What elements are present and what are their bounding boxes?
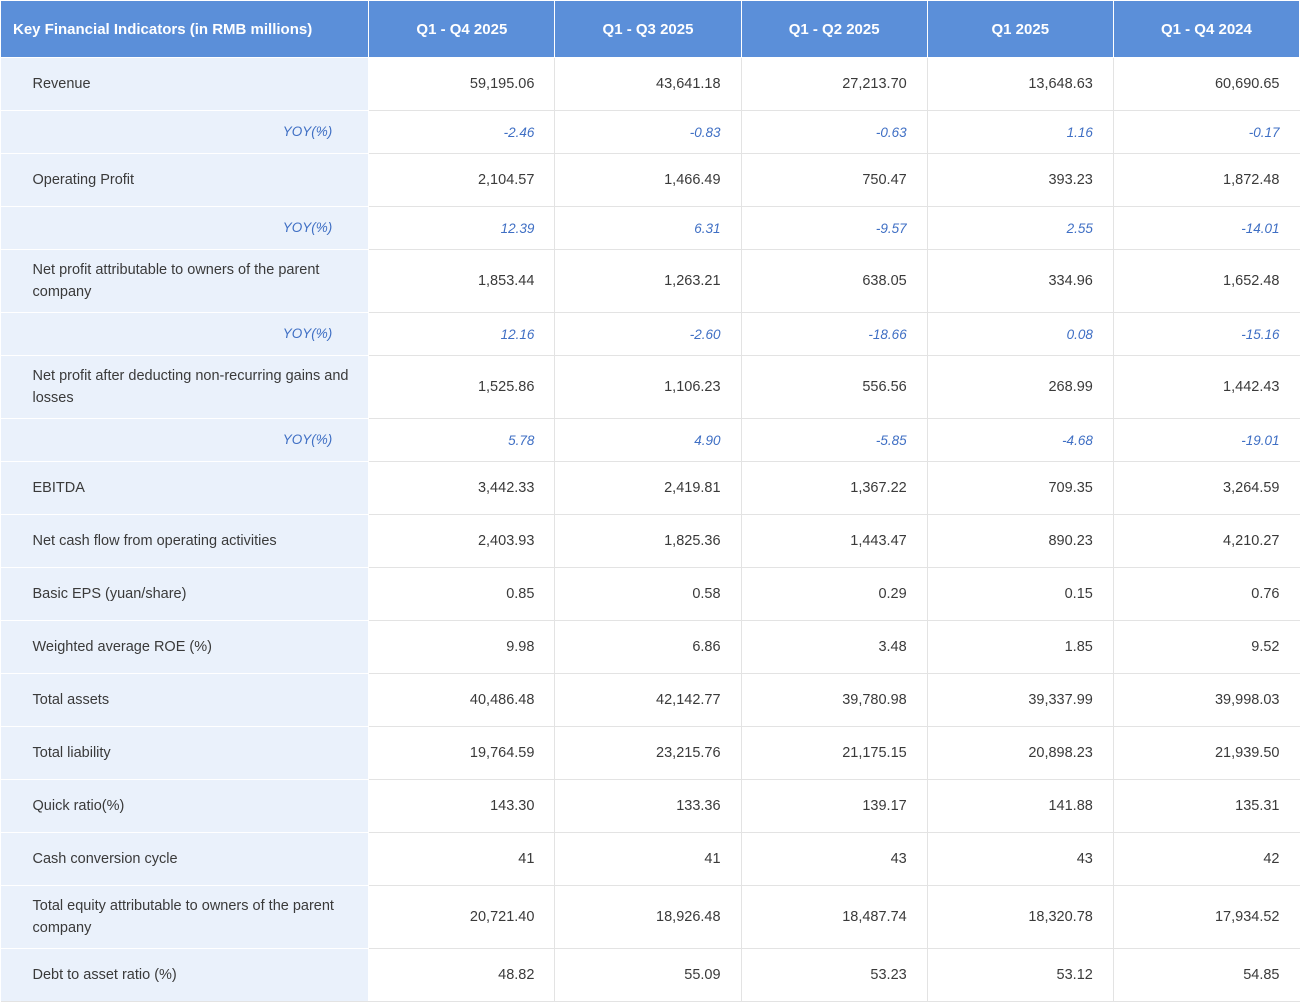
- row-yoy-label: YOY(%): [1, 207, 369, 250]
- table-cell-value: 54.85: [1113, 949, 1299, 1002]
- table-cell-value: 0.15: [927, 568, 1113, 621]
- table-cell-value: 1,525.86: [369, 356, 555, 419]
- table-cell-value: 41: [555, 833, 741, 886]
- table-cell-value: 9.98: [369, 621, 555, 674]
- table-cell-value: 143.30: [369, 780, 555, 833]
- table-cell-value: 21,939.50: [1113, 727, 1299, 780]
- row-indicator-label: Revenue: [1, 58, 369, 111]
- table-cell-value: 27,213.70: [741, 58, 927, 111]
- row-indicator-label: Cash conversion cycle: [1, 833, 369, 886]
- table-cell-value: -14.01: [1113, 207, 1299, 250]
- table-row: [1, 313, 1300, 356]
- table-cell-value: 1,872.48: [1113, 154, 1299, 207]
- table-cell-value: 39,337.99: [927, 674, 1113, 727]
- table-cell-value: 43: [927, 833, 1113, 886]
- row-indicator-label: Total liability: [1, 727, 369, 780]
- table-cell-value: 20,721.40: [369, 886, 555, 949]
- table-body: [1, 58, 1300, 1002]
- table-row: [1, 515, 1300, 568]
- table-cell-value: 42: [1113, 833, 1299, 886]
- table-cell-value: 133.36: [555, 780, 741, 833]
- table-cell-value: 334.96: [927, 250, 1113, 313]
- table-cell-value: 1,825.36: [555, 515, 741, 568]
- table-cell-value: 135.31: [1113, 780, 1299, 833]
- table-cell-value: 4.90: [555, 419, 741, 462]
- table-cell-value: 0.58: [555, 568, 741, 621]
- table-cell-value: 12.16: [369, 313, 555, 356]
- row-indicator-label: Basic EPS (yuan/share): [1, 568, 369, 621]
- table-cell-value: -5.85: [741, 419, 927, 462]
- table-cell-value: 1.85: [927, 621, 1113, 674]
- table-cell-value: -2.60: [555, 313, 741, 356]
- table-cell-value: 18,926.48: [555, 886, 741, 949]
- table-row: [1, 727, 1300, 780]
- table-cell-value: 20,898.23: [927, 727, 1113, 780]
- table-cell-value: 6.86: [555, 621, 741, 674]
- table-cell-value: 53.12: [927, 949, 1113, 1002]
- table-row: [1, 621, 1300, 674]
- table-cell-value: 141.88: [927, 780, 1113, 833]
- table-cell-value: 18,487.74: [741, 886, 927, 949]
- row-indicator-label: Net cash flow from operating activities: [1, 515, 369, 568]
- table-cell-value: 3,264.59: [1113, 462, 1299, 515]
- table-cell-value: 5.78: [369, 419, 555, 462]
- table-row: [1, 462, 1300, 515]
- table-cell-value: 0.85: [369, 568, 555, 621]
- table-cell-value: -0.17: [1113, 111, 1299, 154]
- table-row: [1, 886, 1300, 949]
- table-cell-value: 39,998.03: [1113, 674, 1299, 727]
- table-row: [1, 111, 1300, 154]
- table-cell-value: 19,764.59: [369, 727, 555, 780]
- table-header: [1, 1, 1300, 58]
- table-cell-value: -2.46: [369, 111, 555, 154]
- header-period-q1-q4-2025: Q1 - Q4 2025: [369, 1, 555, 58]
- table-cell-value: 709.35: [927, 462, 1113, 515]
- table-cell-value: 23,215.76: [555, 727, 741, 780]
- table-cell-value: 39,780.98: [741, 674, 927, 727]
- table-cell-value: 139.17: [741, 780, 927, 833]
- table-cell-value: 1.16: [927, 111, 1113, 154]
- table-cell-value: 268.99: [927, 356, 1113, 419]
- table-cell-value: 1,367.22: [741, 462, 927, 515]
- table-row: [1, 207, 1300, 250]
- table-row: [1, 58, 1300, 111]
- table-row: [1, 568, 1300, 621]
- row-yoy-label: YOY(%): [1, 313, 369, 356]
- table-cell-value: 53.23: [741, 949, 927, 1002]
- table-cell-value: -0.63: [741, 111, 927, 154]
- row-indicator-label: Total assets: [1, 674, 369, 727]
- table-cell-value: 2,403.93: [369, 515, 555, 568]
- row-indicator-label: Weighted average ROE (%): [1, 621, 369, 674]
- table-cell-value: 1,466.49: [555, 154, 741, 207]
- row-yoy-label: YOY(%): [1, 111, 369, 154]
- table-cell-value: 1,106.23: [555, 356, 741, 419]
- row-indicator-label: Net profit attributable to owners of the parent company: [1, 250, 369, 313]
- header-period-q1-q4-2024: Q1 - Q4 2024: [1113, 1, 1299, 58]
- table-cell-value: 1,443.47: [741, 515, 927, 568]
- table-cell-value: -15.16: [1113, 313, 1299, 356]
- header-period-q1-q2-2025: Q1 - Q2 2025: [741, 1, 927, 58]
- table-cell-value: 48.82: [369, 949, 555, 1002]
- table-row: [1, 674, 1300, 727]
- table-cell-value: 0.29: [741, 568, 927, 621]
- table-cell-value: 0.76: [1113, 568, 1299, 621]
- table-row: [1, 780, 1300, 833]
- table-cell-value: 43,641.18: [555, 58, 741, 111]
- table-row: [1, 356, 1300, 419]
- table-row: [1, 949, 1300, 1002]
- table-cell-value: 393.23: [927, 154, 1113, 207]
- table-row: [1, 419, 1300, 462]
- table-cell-value: 13,648.63: [927, 58, 1113, 111]
- row-indicator-label: Total equity attributable to owners of the parent company: [1, 886, 369, 949]
- table-cell-value: 556.56: [741, 356, 927, 419]
- table-cell-value: 42,142.77: [555, 674, 741, 727]
- table-cell-value: 2,419.81: [555, 462, 741, 515]
- table-cell-value: 18,320.78: [927, 886, 1113, 949]
- table-cell-value: 1,263.21: [555, 250, 741, 313]
- header-period-q1-2025: Q1 2025: [927, 1, 1113, 58]
- table-cell-value: 40,486.48: [369, 674, 555, 727]
- table-cell-value: 1,652.48: [1113, 250, 1299, 313]
- table-cell-value: -18.66: [741, 313, 927, 356]
- table-cell-value: 9.52: [1113, 621, 1299, 674]
- header-indicator-label: Key Financial Indicators (in RMB millions): [1, 1, 369, 58]
- table-cell-value: 638.05: [741, 250, 927, 313]
- header-row: [1, 1, 1300, 58]
- table-cell-value: 890.23: [927, 515, 1113, 568]
- table-cell-value: 12.39: [369, 207, 555, 250]
- row-indicator-label: Net profit after deducting non-recurring gains and losses: [1, 356, 369, 419]
- table-cell-value: 3.48: [741, 621, 927, 674]
- table-cell-value: 41: [369, 833, 555, 886]
- table-cell-value: 1,442.43: [1113, 356, 1299, 419]
- table-row: [1, 250, 1300, 313]
- table-cell-value: 750.47: [741, 154, 927, 207]
- table-cell-value: -0.83: [555, 111, 741, 154]
- table-cell-value: 55.09: [555, 949, 741, 1002]
- table-cell-value: -4.68: [927, 419, 1113, 462]
- row-indicator-label: Debt to asset ratio (%): [1, 949, 369, 1002]
- table-cell-value: -9.57: [741, 207, 927, 250]
- table-cell-value: 1,853.44: [369, 250, 555, 313]
- table-cell-value: 0.08: [927, 313, 1113, 356]
- row-indicator-label: EBITDA: [1, 462, 369, 515]
- table-cell-value: 59,195.06: [369, 58, 555, 111]
- row-indicator-label: Quick ratio(%): [1, 780, 369, 833]
- table-cell-value: 21,175.15: [741, 727, 927, 780]
- table-cell-value: 43: [741, 833, 927, 886]
- table-cell-value: 60,690.65: [1113, 58, 1299, 111]
- table-cell-value: 17,934.52: [1113, 886, 1299, 949]
- header-period-q1-q3-2025: Q1 - Q3 2025: [555, 1, 741, 58]
- table-cell-value: -19.01: [1113, 419, 1299, 462]
- table-cell-value: 2.55: [927, 207, 1113, 250]
- table-cell-value: 2,104.57: [369, 154, 555, 207]
- table-row: [1, 154, 1300, 207]
- table-cell-value: 4,210.27: [1113, 515, 1299, 568]
- row-indicator-label: Operating Profit: [1, 154, 369, 207]
- row-yoy-label: YOY(%): [1, 419, 369, 462]
- table-cell-value: 6.31: [555, 207, 741, 250]
- table-cell-value: 3,442.33: [369, 462, 555, 515]
- table-row: [1, 833, 1300, 886]
